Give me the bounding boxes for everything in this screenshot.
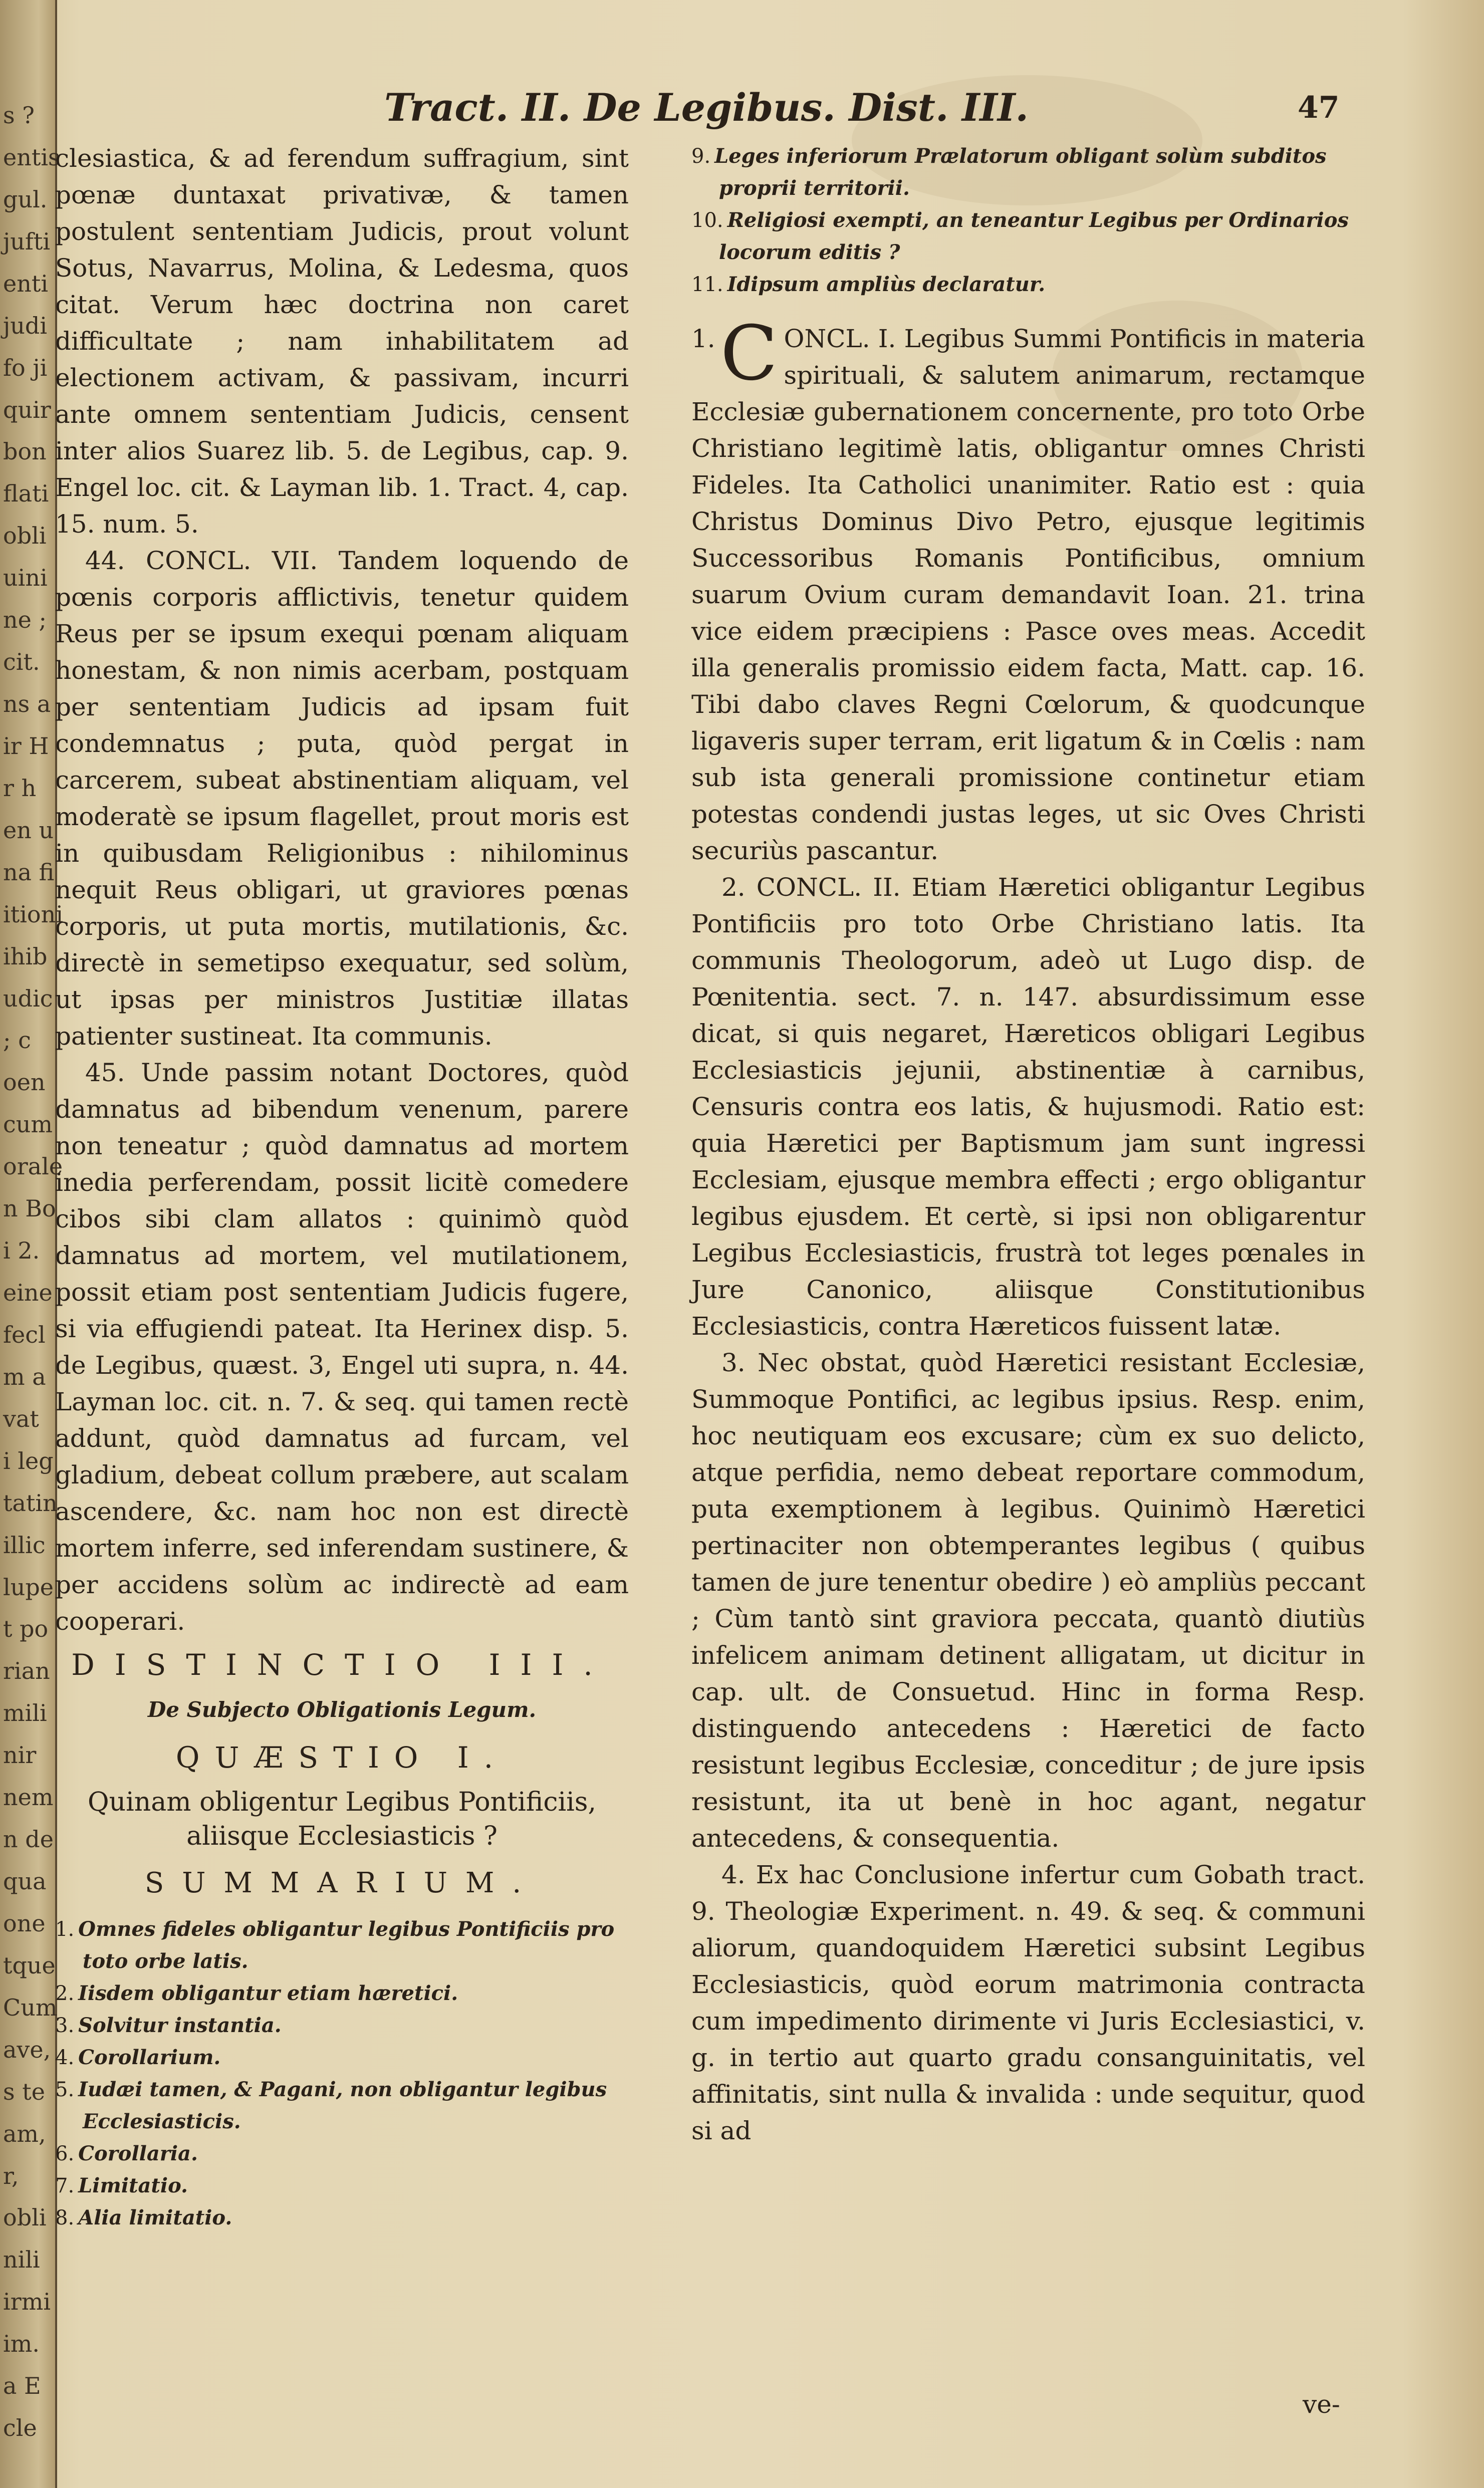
paragraph-number: 1.	[691, 324, 715, 353]
previous-page-edge	[0, 0, 63, 2488]
page-number: 47	[1298, 90, 1340, 125]
summary-number: 5.	[55, 2078, 75, 2101]
previous-page-fragment: s ?	[3, 102, 35, 129]
previous-page-fragment: na fi	[3, 858, 55, 886]
distinctio-heading: DISTINCTIO III.	[71, 1648, 613, 1682]
paragraph-44: 44. CONCL. VII. Tandem loquendo de pœnis corporis afflictivis, tenetur quidem Reus per se ipsum exequi pœnam aliquam honestam, & non nimis acerbam, postquam per sententiam Judicis ad ipsam fuit condemnatus ; puta, quòd pergat in carcerem, subeat abstinentiam aliquam, vel moderatè se ipsum flagellet, prout moris est in quibusdam Religionibus : nihilominus nequit Reus obligari, ut graviores pœnas corporis, ut puta mortis, mutilationis, &c. directè in semetipso exequatur, sed solùm, ut ipsas per ministros Justitiæ illatas patienter sustineat. Ita communis.	[55, 546, 629, 1051]
summary-item	[691, 269, 1365, 301]
previous-page-fragment: jufti	[3, 227, 51, 255]
summarium-heading: SUMMARIUM.	[144, 1867, 540, 1899]
previous-page-fragment: illic	[3, 1531, 46, 1559]
summary-text: Idipsum ampliùs declaratur.	[727, 273, 1046, 296]
previous-page-fragment: enti	[3, 270, 49, 297]
summary-item	[55, 2170, 629, 2202]
previous-page-fragment: i leg	[3, 1447, 54, 1474]
previous-page-fragment: quir	[3, 396, 51, 423]
previous-page-fragment: ne ;	[3, 606, 47, 634]
distinctio-subtitle: De Subjecto Obligationis Legum.	[147, 1697, 537, 1722]
previous-page-fragment: qua	[3, 1868, 47, 1895]
previous-page-fragment: tque	[3, 1951, 56, 1979]
previous-page-fragment: nem	[3, 1784, 54, 1811]
previous-page-fragment: cit.	[3, 648, 40, 676]
previous-page-fragment: r,	[3, 2162, 19, 2189]
left-column	[55, 140, 629, 2234]
summary-number: 1.	[55, 1918, 75, 1941]
previous-page-fragment: entis	[3, 143, 60, 171]
running-head: Tract. II. De Legibus. Dist. III.	[384, 85, 1029, 130]
previous-page-fragment: i 2.	[3, 1237, 40, 1265]
previous-page-fragment: cum	[3, 1111, 53, 1138]
summary-number: 3.	[55, 2014, 75, 2037]
previous-page-fragment: im.	[3, 2330, 40, 2358]
quaestio-heading: QUÆSTIO I.	[175, 1740, 509, 1775]
summary-item	[55, 2138, 629, 2170]
summary-item	[55, 2202, 629, 2234]
summary-text: Iudæi tamen, & Pagani, non obligantur legibus Ecclesiasticis.	[78, 2078, 607, 2133]
summary-item	[55, 1977, 629, 2010]
summary-text: Corollarium.	[78, 2046, 221, 2069]
summary-number: 4.	[55, 2046, 75, 2069]
previous-page-fragment: en u	[3, 816, 54, 844]
previous-page-fragment: one	[3, 1909, 46, 1937]
summary-item	[55, 2042, 629, 2074]
previous-page-fragment: t po	[3, 1615, 49, 1643]
previous-page-fragment: udic	[3, 984, 53, 1012]
summary-text: Leges inferiorum Prælatorum obligant solùm subditos proprii territorii.	[714, 144, 1327, 200]
previous-page-fragment: irmi	[3, 2288, 51, 2316]
previous-page-fragment: nir	[3, 1741, 37, 1769]
previous-page-fragment: ; c	[3, 1027, 31, 1054]
previous-page-fragment: lupe	[3, 1573, 54, 1601]
previous-page-fragment: ave,	[3, 2036, 51, 2063]
previous-page-fragment: tatin	[3, 1489, 58, 1517]
previous-page-fragment: mili	[3, 1699, 47, 1727]
summary-item	[691, 204, 1365, 269]
previous-page-fragment: flati	[3, 480, 49, 508]
summary-number: 9.	[691, 145, 711, 168]
summarium-list-continued	[691, 140, 1365, 301]
previous-page-fragment: vat	[3, 1405, 39, 1432]
summary-text: Alia limitatio.	[78, 2206, 232, 2229]
summary-number: 11.	[691, 273, 723, 296]
previous-page-fragment: rian	[3, 1657, 50, 1685]
previous-page-fragment: itioni	[3, 900, 63, 928]
paragraph-45: 45. Unde passim notant Doctores, quòd damnatus ad bibendum venenum, parere non teneatur ; quòd damnatus ad mortem inedia perferendam, possit licitè comedere cibos sibi clam allatos : quinimò quòd damnatus ad mortem, vel mutilationem, possit etiam post sententiam Judicis fugere, si via effugiendi pateat. Ita Herinex disp. 5. de Legibus, quæst. 3, Engel uti supra, n. 44. Layman loc. cit. n. 7. & seq. qui tamen rectè addunt, quòd damnatus ad furcam, vel gladium, debeat collum præbere, aut scalam ascendere, &c. nam hoc non est directè mortem inferre, sed inferendam sustinere, & per accidens solùm ac indirectè ad eam cooperari.	[55, 1058, 629, 1636]
previous-page-fragment: uini	[3, 564, 48, 592]
summary-text: Iisdem obligantur etiam hæretici.	[78, 1981, 458, 2005]
previous-page-fragment: obli	[3, 522, 47, 550]
previous-page-fragment: nili	[3, 2246, 40, 2274]
previous-page-fragment: fo ji	[3, 354, 48, 381]
previous-page-fragment: bon	[3, 438, 47, 465]
catchword: ve-	[1303, 2390, 1340, 2419]
previous-page-fragment: m a	[3, 1363, 46, 1390]
summarium-list	[55, 1913, 629, 2234]
summary-number: 7.	[55, 2174, 75, 2197]
previous-page-fragment: obli	[3, 2204, 47, 2231]
previous-page-fragment: fecl	[3, 1321, 46, 1348]
previous-page-fragment: orale	[3, 1153, 63, 1180]
previous-page-fragment: Cum	[3, 1994, 58, 2021]
quaestio-text: Quinam obligentur Legibus Pontificiis, aliisque Ecclesiasticis ?	[88, 1787, 596, 1851]
previous-page-fragment: s te	[3, 2078, 45, 2105]
previous-page-fragment: cle	[3, 2414, 37, 2442]
previous-page-fragment: eine	[3, 1279, 53, 1306]
summary-item	[55, 1913, 629, 1977]
right-column	[691, 140, 1365, 2149]
previous-page-fragment: ns a	[3, 690, 51, 717]
summary-text: Omnes fideles obligantur legibus Pontificiis pro toto orbe latis.	[78, 1917, 615, 1973]
summary-number: 8.	[55, 2206, 75, 2229]
paragraph-1	[691, 310, 1365, 869]
paragraph-continuation: clesiastica, & ad ferendum suffragium, sint pœnæ duntaxat privativæ, & tamen postulent sententiam Judicis, prout volunt Sotus, Navarrus, Molina, & Ledesma, quos citat. Verum hæc doctrina non caret difficultate ; nam inhabilitatem ad electionem activam, & passivam, incurri ante omnem sententiam Judicis, censent inter alios Suarez lib. 5. de Legibus, cap. 9. Engel loc. cit. & Layman lib. 1. Tract. 4, cap. 15. num. 5.	[55, 144, 629, 539]
paragraph-4: 4. Ex hac Conclusione infertur cum Gobath tract. 9. Theologiæ Experiment. n. 49. & seq. & communi aliorum, quandoquidem Hæretici subsint Legibus Ecclesiasticis, quòd eorum matrimonia contracta cum impedimento dirimente vi Juris Ecclesiastici, v. g. in tertio aut quarto gradu consanguinitatis, vel affinitatis, sint nulla & invalida : unde sequitur, quod si ad	[691, 1860, 1365, 2145]
previous-page-fragment: n Bo	[3, 1195, 56, 1222]
summary-text: Corollaria.	[78, 2142, 198, 2165]
drop-capital: C	[720, 310, 778, 397]
summary-item	[55, 2010, 629, 2042]
previous-page-fragment: gul.	[3, 185, 48, 213]
previous-page-fragment: am,	[3, 2120, 46, 2147]
summary-text: Limitatio.	[78, 2174, 188, 2197]
previous-page-fragment: judi	[3, 312, 48, 339]
paragraph-3: 3. Nec obstat, quòd Hæretici resistant Ecclesiæ, Summoque Pontifici, ac legibus ipsius. Resp. enim, hoc neutiquam eos excusare; cùm ex suo delicto, atque perfidia, nemo debeat reportare commodum, puta exemptionem à legibus. Quinimò Hæretici pertinaciter non obtemperantes legibus ( quibus tamen de jure tenentur obedire ) eò ampliùs peccant ; Cùm tantò sint graviora peccata, quantò diutiùs infelicem animam detinent alligatam, ut dicitur in cap. ult. de Consuetud. Hinc in forma Resp. distinguendo antecedens : Hæretici de facto resistunt legibus Ecclesiæ, conceditur ; de jure ipsis resistunt, ita ut benè in hoc agant, negatur antecedens, & consequentia.	[691, 1348, 1365, 1853]
previous-page-fragment: oen	[3, 1069, 46, 1096]
previous-page-fragment: ir H	[3, 732, 49, 760]
summary-item	[691, 140, 1365, 204]
previous-page-fragment: n de	[3, 1826, 54, 1853]
paragraph-2: 2. CONCL. II. Etiam Hæretici obligantur Legibus Pontificiis pro toto Orbe Christiano latis. Ita communis Theologorum, adeò ut Lugo disp. de Pœnitentia. sect. 7. n. 147. absurdissimum esse dicat, si quis negaret, Hæreticos obligari Legibus Ecclesiasticis jejunii, abstinentiæ à carnibus, Censuris contra eos latis, & hujusmodi. Ratio est: quia Hæretici per Baptismum jam sunt ingressi Ecclesiam, ejusque membra effecti ; ergo obligantur legibus ejusdem. Et certè, si ipsi non obligarentur Legibus Ecclesiasticis, frustrà tot leges pœnales in Jure Canonico, aliisque Constitutionibus Ecclesiasticis, contra Hæreticos fuissent latæ.	[691, 873, 1365, 1341]
previous-page-fragment: ihib	[3, 942, 48, 970]
summary-number: 2.	[55, 1982, 75, 2005]
summary-text: Religiosi exempti, an teneantur Legibus per Ordinarios locorum editis ?	[719, 208, 1349, 264]
previous-page-fragment: a E	[3, 2372, 41, 2400]
summary-number: 6.	[55, 2142, 75, 2165]
summary-item	[55, 2074, 629, 2138]
summary-text: Solvitur instantia.	[78, 2014, 282, 2037]
summary-number: 10.	[691, 209, 723, 232]
paragraph-text: ONCL. I. Legibus Summi Pontificis in materia spirituali, & salutem animarum, rectamque Ecclesiæ gubernationem concernente, pro toto Orbe Christiano legitimè latis, obligantur omnes Christi Fideles. Ita Catholici unanimiter. Ratio est : quia Christus Dominus Divo Petro, ejusque legitimis Successoribus Romanis Pontificibus, omnium suarum Ovium curam demandavit Ioan. 21. trina vice eidem præcipiens : Pasce oves meas. Accedit illa generalis promissio eidem facta, Matt. cap. 16. Tibi dabo claves Regni Cœlorum, & quodcunque ligaveris super terram, erit ligatum & in Cœlis : nam sub ista generali promissione continetur etiam potestas condendi justas leges, ut sic Oves Christi securiùs pascantur.	[691, 324, 1365, 865]
previous-page-fragment: r h	[3, 774, 37, 802]
